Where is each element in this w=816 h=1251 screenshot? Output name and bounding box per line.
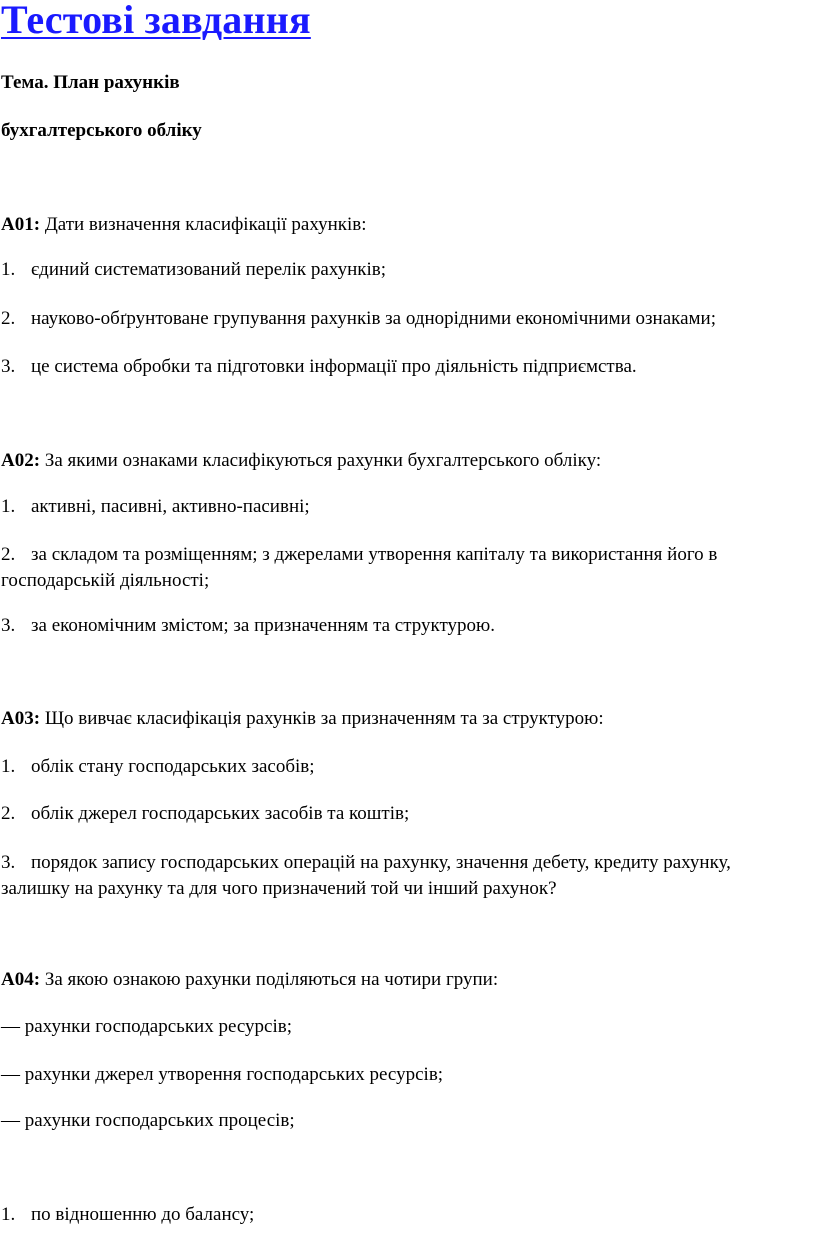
option-number: 3. (1, 615, 16, 636)
option-number: 1. (1, 259, 16, 280)
question-text: За якими ознаками класифікуються рахунки бухгалтерського обліку: (44, 450, 602, 471)
answer-option (1, 801, 409, 827)
answer-option (1, 257, 386, 283)
option-text: за складом та розміщенням; з джерелами утворення капіталу та використання його в господарській діяльності; (1, 544, 718, 591)
option-number: 2. (1, 308, 16, 329)
option-number: 3. (1, 356, 16, 377)
topic-line-1: Тема. План рахунків (1, 72, 180, 93)
answer-option (1, 542, 801, 594)
question-a03 (1, 706, 604, 732)
option-text: облік джерел господарських засобів та коштів; (31, 803, 410, 824)
question-text: Що вивчає класифікація рахунків за призначенням та за структурою: (44, 708, 604, 729)
question-code: А01: (1, 214, 41, 235)
group-item: — рахунки господарських процесів; (1, 1110, 295, 1131)
document-title[interactable]: Тестові завдання (1, 0, 311, 42)
answer-option (1, 494, 310, 520)
question-text: Дати визначення класифікації рахунків: (44, 214, 367, 235)
option-number: 2. (1, 803, 16, 824)
question-a02 (1, 448, 601, 474)
answer-option (1, 850, 801, 902)
topic-line-2: бухгалтерського обліку (1, 120, 202, 141)
group-item: — рахунки господарських ресурсів; (1, 1016, 293, 1037)
answer-option (1, 613, 495, 639)
option-number: 1. (1, 496, 16, 517)
option-text: по відношенню до балансу; (31, 1204, 255, 1225)
option-number: 2. (1, 544, 16, 565)
question-code: А04: (1, 969, 41, 990)
question-code: А02: (1, 450, 41, 471)
question-a04 (1, 967, 498, 993)
question-text: За якою ознакою рахунки поділяються на чотири групи: (44, 969, 499, 990)
option-text: це система обробки та підготовки інформації про діяльність підприємства. (31, 356, 637, 377)
answer-option (1, 306, 716, 332)
option-text: за економічним змістом; за призначенням та структурою. (31, 615, 495, 636)
answer-option (1, 1202, 254, 1228)
option-number: 1. (1, 1204, 16, 1225)
option-text: єдиний систематизований перелік рахунків; (31, 259, 387, 280)
option-number: 1. (1, 756, 16, 777)
group-item: — рахунки джерел утворення господарських ресурсів; (1, 1064, 444, 1085)
answer-option (1, 754, 315, 780)
option-text: активні, пасивні, активно-пасивні; (31, 496, 310, 517)
option-text: порядок запису господарських операцій на рахунку, значення дебету, кредиту рахунку, залишку на рахунку та для чого призначений той чи інший рахунок? (1, 852, 731, 899)
option-text: облік стану господарських засобів; (31, 756, 315, 777)
question-a01 (1, 212, 367, 238)
option-text: науково-обґрунтоване групування рахунків за однорідними економічними ознаками; (31, 308, 716, 329)
option-number: 3. (1, 852, 16, 873)
question-code: А03: (1, 708, 41, 729)
answer-option (1, 354, 637, 380)
